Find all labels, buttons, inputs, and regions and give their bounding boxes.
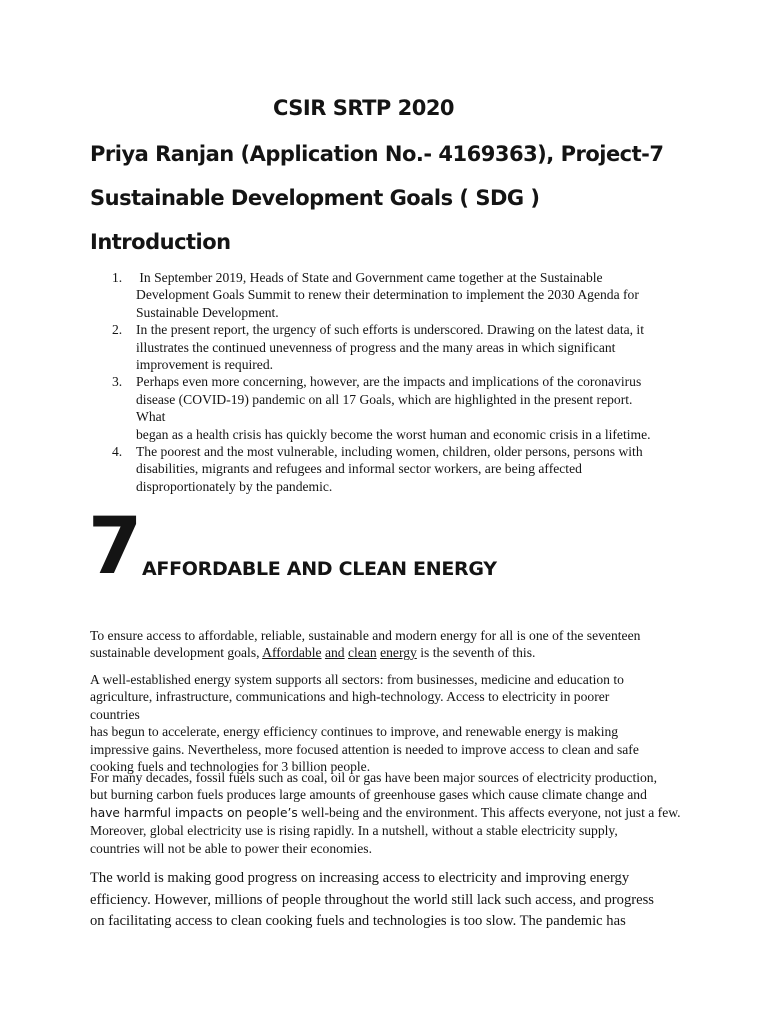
paragraph-line: agriculture, infrastructure, communications and high-technology. Access to electricity in poorer countries — [90, 689, 610, 722]
paragraph-text: is the seventh of this. — [416, 645, 536, 661]
list-item-line: began as a health crisis has quickly become the worst human and economic crisis in a lifetime. — [136, 426, 651, 442]
paragraph-line: cooking fuels and technologies for 3 billion people. — [90, 759, 371, 775]
list-item — [90, 373, 660, 443]
paragraph-line — [90, 804, 681, 822]
list-item-line: Development Goals Summit to renew their determination to implement the 2030 Agenda for — [136, 287, 639, 303]
paragraph-line: on facilitating access to clean cooking fuels and technologies is too slow. The pandemic has — [90, 913, 626, 929]
paragraph-goal-intro — [90, 627, 660, 662]
list-item-line: disease (COVID-19) pandemic on all 17 Goals, which are highlighted in the present report. What — [136, 391, 633, 425]
paragraph-line: impressive gains. Nevertheless, more focused attention is needed to improve access to clean and safe — [90, 741, 639, 757]
paragraph-line: To ensure access to affordable, reliable, sustainable and modern energy for all is one of the seventeen — [90, 628, 641, 643]
list-item-line: In September 2019, Heads of State and Government came together at the Sustainable — [136, 270, 603, 285]
paragraph-energy-system — [90, 671, 660, 775]
link-clean[interactable]: clean — [348, 645, 377, 661]
paragraph-line: countries will not be able to power their economies. — [90, 840, 372, 856]
link-and[interactable]: and — [324, 645, 345, 661]
paragraph-text-alt-font: have harmful impacts on people’s — [90, 805, 298, 820]
introduction-list — [90, 269, 660, 495]
paragraph-line: has begun to accelerate, energy efficiency continues to improve, and renewable energy is making — [90, 724, 619, 740]
paragraph-line: Moreover, global electricity use is rising rapidly. In a nutshell, without a stable electricity supply, — [90, 823, 618, 839]
paragraph-text: sustainable development goals, — [90, 645, 263, 661]
paragraph-text: well-being and the environment. This affects everyone, not just a few. — [297, 804, 681, 820]
section-heading-introduction: Introduction — [90, 230, 231, 254]
author-line: Priya Ranjan (Application No.- 4169363), Project-7 — [90, 142, 664, 166]
list-item-number: 4. — [112, 444, 123, 460]
paragraph-line: efficiency. However, millions of people throughout the world still lack such access, and progress — [90, 891, 654, 908]
list-item-line: Perhaps even more concerning, however, are the impacts and implications of the coronavirus — [136, 374, 642, 390]
goal-number: 7 — [88, 502, 143, 592]
paragraph-world-progress — [90, 868, 660, 933]
list-item-number: 1. — [112, 270, 123, 285]
list-item-line: illustrates the continued unevenness of progress and the many areas in which significant — [136, 339, 616, 355]
paragraph-line: For many decades, fossil fuels such as coal, oil or gas have been major sources of electricity production, — [90, 770, 657, 785]
list-item-line: disproportionately by the pandemic. — [136, 478, 333, 494]
list-item-line: Sustainable Development. — [136, 304, 279, 320]
list-item-line: The poorest and the most vulnerable, including women, children, older persons, persons with — [136, 444, 643, 460]
paragraph-fossil-fuels — [90, 769, 681, 857]
link-affordable[interactable]: Affordable — [262, 645, 322, 661]
paragraph-line: A well-established energy system supports all sectors: from businesses, medicine and education to — [90, 672, 624, 687]
list-item-line: improvement is required. — [136, 357, 274, 373]
link-energy[interactable]: energy — [380, 645, 417, 661]
list-item — [90, 321, 660, 373]
paragraph-line: The world is making good progress on increasing access to electricity and improving energy — [90, 870, 630, 886]
list-item — [90, 269, 660, 321]
list-item-line: disabilities, migrants and refugees and informal sector workers, are being affected — [136, 461, 582, 477]
goal-heading — [88, 502, 688, 592]
list-item-line: In the present report, the urgency of such efforts is underscored. Drawing on the latest data, it — [136, 322, 644, 338]
topic-heading: Sustainable Development Goals ( SDG ) — [90, 186, 540, 210]
paragraph-line — [90, 644, 660, 661]
list-item-number: 3. — [112, 374, 123, 390]
paragraph-line: but burning carbon fuels produces large amounts of greenhouse gases which cause climate change and — [90, 787, 647, 803]
goal-title: AFFORDABLE AND CLEAN ENERGY — [142, 558, 497, 580]
list-item-number: 2. — [112, 322, 123, 338]
list-item — [90, 443, 660, 495]
page-title: CSIR SRTP 2020 — [273, 96, 455, 120]
